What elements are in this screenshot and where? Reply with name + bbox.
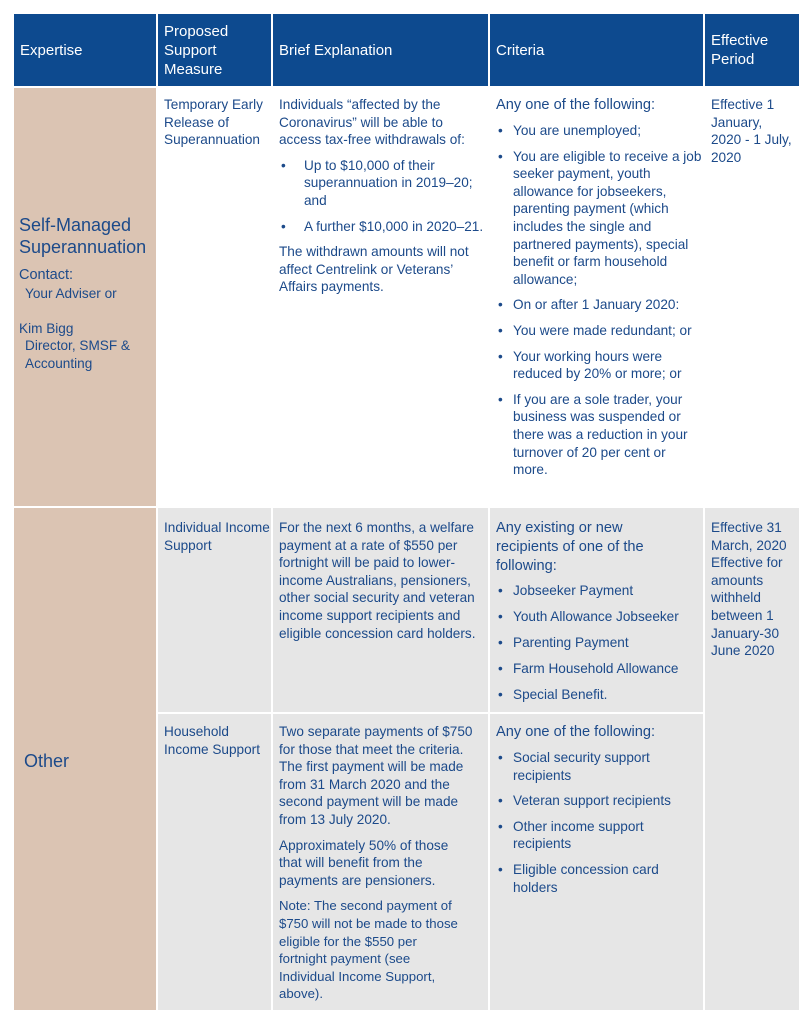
other-period [711, 519, 795, 660]
list-item: • Parenting Payment [496, 634, 696, 652]
household-explanation-note: Note: The second payment of $750 will not be made to those eligible for the $550 per fortnight payment (see Individual Income Support, above). [279, 898, 458, 1002]
list-item: • Up to $10,000 of their superannuation in 2019–20; and [279, 157, 485, 210]
household-explanation [279, 723, 479, 1003]
household-explanation-stat: Approximately 50% of those that will benefit from the payments are pensioners. [279, 837, 449, 888]
list-item: • If you are a sole trader, your business was suspended or there was a reduction in your turnover of 20 per cent or more. [496, 391, 702, 479]
household-measure: Household Income Support [164, 724, 260, 757]
contact-label: Contact: [19, 267, 73, 283]
individual-criteria [496, 519, 696, 704]
smsf-explanation-intro: Individuals “affected by the Coronavirus” will be able to access tax-free withdrawals of: [279, 97, 465, 148]
list-item: • Social security support recipients [496, 749, 683, 784]
other-period-2: Effective for amounts withheld between 1 January-30 June 2020 [711, 555, 783, 659]
expertise-other-cell [14, 508, 156, 1010]
contact-role: Director, SMSF & Accounting [25, 338, 130, 371]
household-criteria-list [496, 749, 696, 896]
list-item: • Your working hours were reduced by 20% or more; or [496, 348, 702, 383]
smsf-explanation [279, 96, 485, 296]
expertise-smsf-title: Self-Managed Superannuation [19, 215, 147, 257]
contact-adviser: Your Adviser or [25, 286, 117, 301]
header-expertise: Expertise [14, 14, 156, 86]
list-item: • You are unemployed; [496, 122, 702, 140]
household-criteria-lead: Any one of the following: [496, 724, 656, 740]
other-measure-bg [158, 508, 271, 1010]
header-period: Effective Period [705, 14, 799, 86]
smsf-criteria-lead: Any one of the following: [496, 97, 656, 113]
smsf-criteria [496, 96, 702, 479]
other-period-1: Effective 31 March, 2020 [711, 520, 787, 553]
list-item: • You were made redundant; or [496, 322, 693, 340]
list-item: • Other income support recipients [496, 818, 678, 853]
smsf-explanation-outro: The withdrawn amounts will not affect Centrelink or Veterans’ Affairs payments. [279, 244, 469, 295]
individual-criteria-lead: Any existing or new recipients of one of the following: [496, 520, 644, 574]
contact-name: Kim Bigg [19, 320, 74, 336]
individual-measure: Individual Income Support [164, 520, 270, 553]
header-measure: Proposed Support Measure [158, 14, 271, 86]
list-item: • You are eligible to receive a job seeker payment, youth allowance for jobseekers, parenting payment (which includes the single and partnered payments), special benefit or farm household allowance; [496, 148, 702, 289]
expertise-other-title: Other [24, 751, 70, 771]
list-item: • A further $10,000 in 2020–21. [279, 218, 485, 236]
list-item: • Special Benefit. [496, 686, 696, 704]
header-explanation: Brief Explanation [273, 14, 488, 86]
list-item: • Youth Allowance Jobseeker [496, 608, 696, 626]
individual-explanation: For the next 6 months, a welfare payment at a rate of $550 per fortnight will be paid to lower-income Australians, pensioners, other social security and veteran income support recipients and eligible concession card holders. [279, 520, 476, 641]
smsf-criteria-list [496, 122, 702, 479]
smsf-measure: Temporary Early Release of Superannuation [164, 97, 263, 148]
household-explanation-main: Two separate payments of $750 for those that meet the criteria. The first payment will be made from 31 March 2020 and the second payment will be made from 13 July 2020. [279, 724, 473, 827]
list-item: • On or after 1 January 2020: [496, 296, 702, 314]
smsf-explanation-list [279, 157, 485, 235]
household-criteria [496, 723, 696, 896]
header-criteria: Criteria [490, 14, 703, 86]
list-item: • Farm Household Allowance [496, 660, 696, 678]
expertise-smsf-cell [14, 88, 156, 506]
list-item: • Eligible concession card holders [496, 861, 683, 896]
row-divider [158, 712, 703, 714]
list-item: • Jobseeker Payment [496, 582, 696, 600]
smsf-period: Effective 1 January, 2020 - 1 July, 2020 [711, 97, 792, 165]
individual-criteria-list [496, 582, 696, 704]
list-item: • Veteran support recipients [496, 792, 696, 810]
